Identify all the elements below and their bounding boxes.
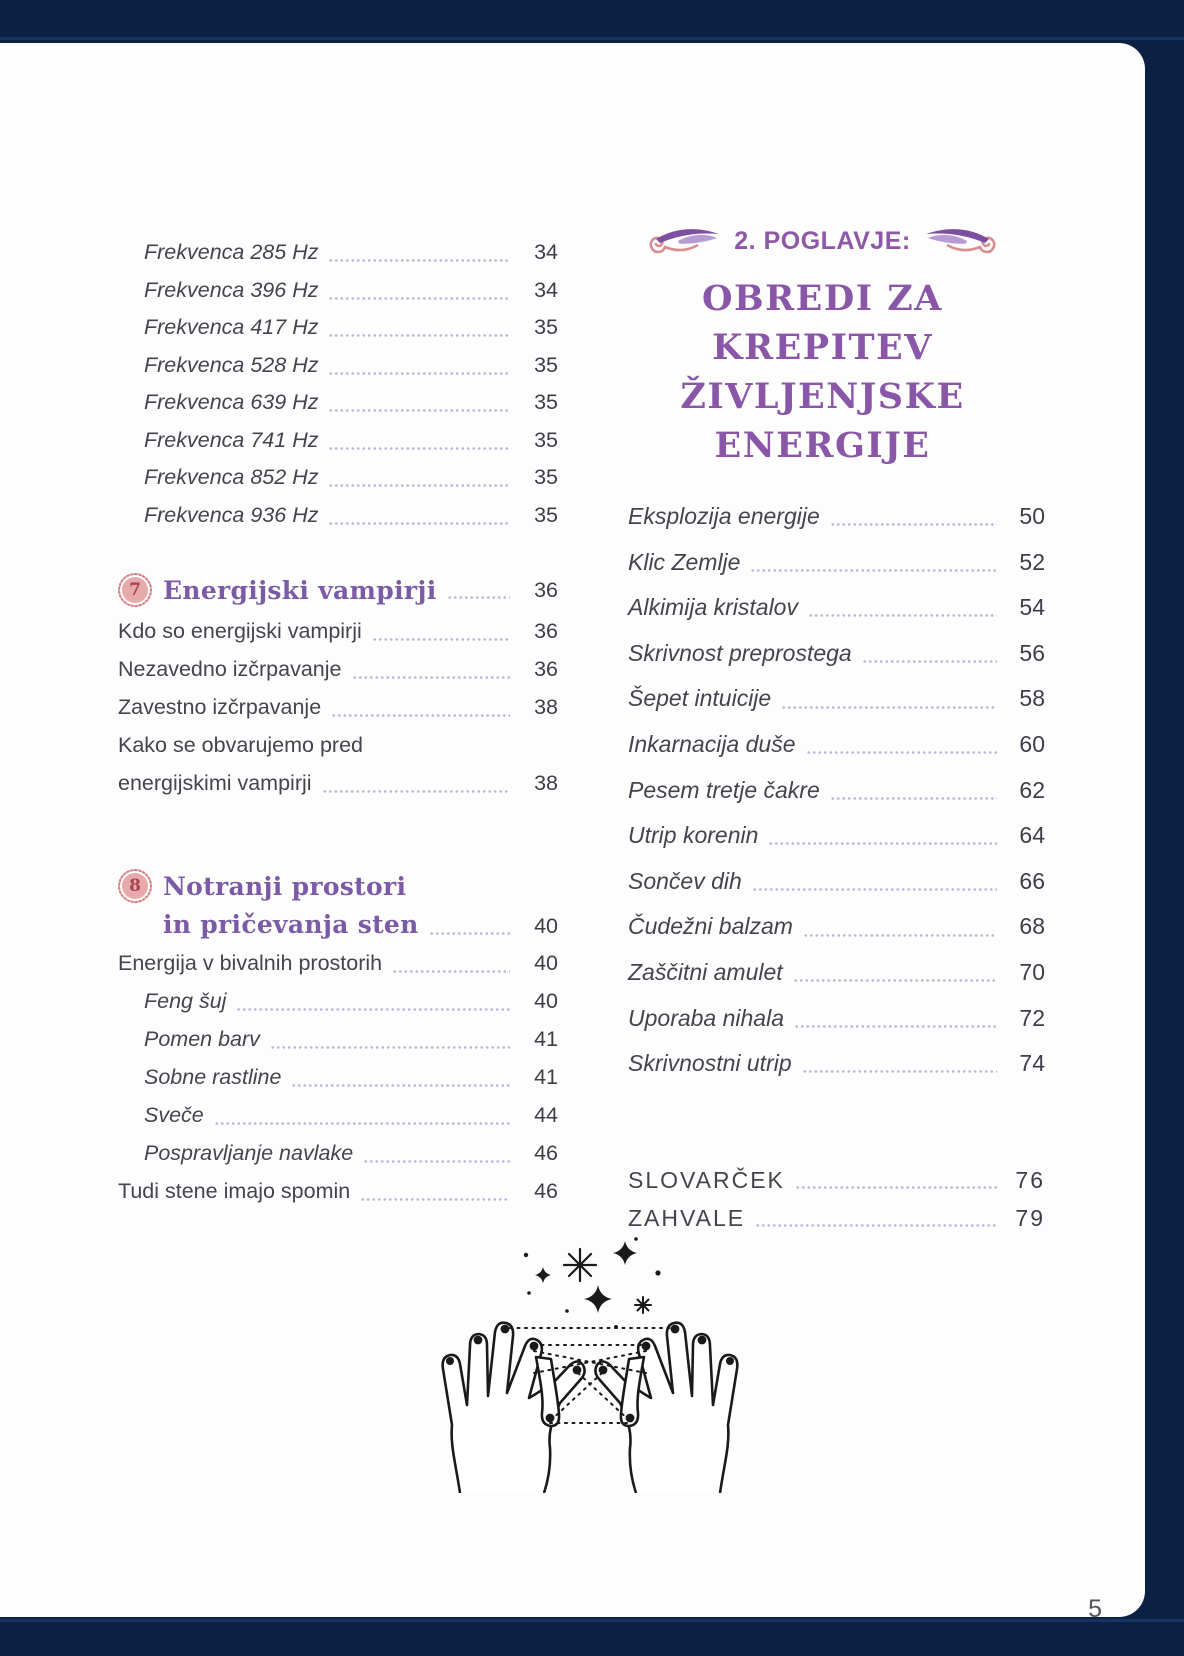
book-end-entries xyxy=(628,1161,1045,1237)
toc-entry xyxy=(118,612,558,650)
toc-entry-continued xyxy=(118,726,558,764)
entry-page-number: 41 xyxy=(534,1027,558,1051)
sparkle-shapes xyxy=(524,1237,661,1329)
toc-entry xyxy=(628,676,1045,722)
entry-label: Frekvenca 852 Hz xyxy=(144,465,319,489)
entry-label: Kdo so energijski vampirji xyxy=(118,619,362,643)
dotted-leader xyxy=(750,569,997,572)
entry-page-number: 68 xyxy=(1019,913,1045,940)
dotted-leader xyxy=(830,523,997,526)
toc-section-8 xyxy=(118,866,558,1210)
entry-page-number: 35 xyxy=(534,315,558,339)
dotted-leader xyxy=(806,751,998,754)
entry-page-number: 54 xyxy=(1019,594,1045,621)
entry-label: Pospravljanje navlake xyxy=(144,1141,354,1165)
toc-entry xyxy=(628,859,1045,905)
dotted-leader xyxy=(236,1008,510,1011)
toc-entry xyxy=(628,1041,1045,1087)
dotted-leader xyxy=(322,790,510,793)
entry-label: Utrip korenin xyxy=(628,822,759,849)
chapter-title-line: ENERGIJE xyxy=(714,425,931,466)
toc-entry xyxy=(118,944,558,982)
dotted-leader xyxy=(793,979,997,982)
dotted-leader xyxy=(328,522,510,525)
entry-page-number: 40 xyxy=(534,989,558,1013)
dotted-leader xyxy=(429,932,510,935)
section-8-title-line1: Notranji prostori xyxy=(163,871,407,901)
entry-page-number: 52 xyxy=(1019,548,1045,575)
dotted-leader xyxy=(328,409,510,412)
entry-label: Frekvenca 741 Hz xyxy=(144,427,319,452)
entry-label: Feng šuj xyxy=(144,989,227,1013)
dotted-leader xyxy=(328,372,510,375)
toc-entry xyxy=(118,422,558,460)
entry-label: Frekvenca 639 Hz xyxy=(144,390,319,414)
chapter-title-line: ŽIVLJENJSKE xyxy=(680,376,965,417)
toc-entry xyxy=(628,1199,1045,1237)
dotted-leader xyxy=(794,1025,997,1028)
entry-label: Pomen barv xyxy=(144,1027,260,1051)
section-8-entries xyxy=(118,944,558,1210)
chapter-header xyxy=(600,218,1045,264)
toc-entry xyxy=(628,950,1045,996)
chapter-2-entries xyxy=(628,494,1045,1087)
toc-entry xyxy=(118,688,558,726)
sparkles xyxy=(564,1249,651,1313)
section-7-badge-number: 7 xyxy=(129,580,141,600)
entry-label: Sobne rastline xyxy=(144,1065,282,1089)
page-number: 5 xyxy=(1088,1595,1102,1623)
entry-label: Sončev dih xyxy=(628,867,742,894)
entry-label: Skrivnost preprostega xyxy=(628,639,852,666)
entry-page-number: 46 xyxy=(534,1141,558,1165)
toc-left-column xyxy=(118,234,558,1210)
toc-entry xyxy=(118,1020,558,1058)
dotted-leader xyxy=(328,334,510,337)
dotted-leader xyxy=(808,614,997,617)
entry-page-number: 38 xyxy=(534,771,558,795)
chapter-label: 2. POGLAVJE: xyxy=(734,226,911,255)
toc-entry xyxy=(628,540,1045,586)
flourish-left-icon xyxy=(634,224,722,258)
entry-label: Frekvenca 285 Hz xyxy=(144,240,319,264)
entry-label: Inkarnacija duše xyxy=(628,730,796,757)
toc-entry xyxy=(118,982,558,1020)
dotted-leader xyxy=(291,1084,510,1087)
dotted-leader xyxy=(360,1198,510,1201)
entry-label: Kako se obvarujemo pred xyxy=(118,733,364,757)
entry-label: Skrivnostni utrip xyxy=(628,1050,792,1077)
toc-entry xyxy=(628,722,1045,768)
entry-page-number: 35 xyxy=(534,502,558,527)
toc-entry xyxy=(118,1096,558,1134)
entry-page-number: 34 xyxy=(534,240,558,264)
toc-entry xyxy=(118,272,558,310)
dotted-leader xyxy=(862,660,997,663)
entry-page-number: 58 xyxy=(1019,685,1045,712)
section-8-title-line2: in pričevanja sten xyxy=(163,910,419,939)
toc-entry xyxy=(118,347,558,385)
dotted-leader xyxy=(781,706,997,709)
entry-page-number: 40 xyxy=(534,951,558,975)
entry-label: Pesem tretje čakre xyxy=(628,776,820,803)
dotted-leader xyxy=(363,1160,510,1163)
entry-label: Frekvenca 936 Hz xyxy=(144,502,319,527)
entry-label: energijskimi vampirji xyxy=(118,771,312,795)
dotted-leader xyxy=(802,1070,997,1073)
entry-page-number: 74 xyxy=(1019,1050,1045,1077)
dotted-leader xyxy=(372,638,510,641)
entry-label: Uporaba nihala xyxy=(628,1004,785,1031)
section-8-page-number: 40 xyxy=(534,914,558,938)
dotted-leader xyxy=(328,259,510,262)
entry-page-number: 56 xyxy=(1019,639,1045,666)
dotted-leader xyxy=(755,1224,997,1227)
toc-entry xyxy=(118,1058,558,1096)
dotted-leader xyxy=(447,596,511,599)
dotted-leader xyxy=(331,714,510,717)
entry-page-number: 64 xyxy=(1019,822,1045,849)
dotted-leader xyxy=(803,934,997,937)
toc-entry xyxy=(118,309,558,347)
dotted-leader xyxy=(795,1186,997,1189)
entry-page-number: 34 xyxy=(534,277,558,302)
entry-page-number: 62 xyxy=(1019,776,1045,803)
entry-page-number: 79 xyxy=(1015,1204,1045,1231)
dotted-leader xyxy=(768,842,997,845)
dotted-leader xyxy=(352,676,511,679)
book-page xyxy=(0,43,1145,1623)
entry-label: ZAHVALE xyxy=(628,1204,746,1231)
toc-entry xyxy=(118,384,558,422)
toc-entry xyxy=(628,996,1045,1042)
dotted-leader xyxy=(214,1122,510,1125)
toc-entry xyxy=(118,234,558,272)
entry-label: Klic Zemlje xyxy=(628,548,741,575)
section-7-title: Energijski vampirji xyxy=(163,575,437,605)
section-8-badge xyxy=(118,869,152,903)
entry-page-number: 50 xyxy=(1019,503,1045,529)
dotted-leader xyxy=(328,447,510,450)
entry-page-number: 44 xyxy=(534,1103,558,1127)
bottom-frame-stripe xyxy=(0,1619,1184,1622)
toc-entry xyxy=(118,497,558,535)
entry-page-number: 35 xyxy=(534,427,558,452)
toc-entry xyxy=(118,1134,558,1172)
entry-label: SLOVARČEK xyxy=(628,1166,785,1193)
entry-page-number: 41 xyxy=(534,1065,558,1089)
frequency-toc-list xyxy=(118,234,558,534)
entry-label: Tudi stene imajo spomin xyxy=(118,1179,351,1203)
toc-entry xyxy=(628,904,1045,950)
entry-page-number: 35 xyxy=(534,390,558,414)
dotted-leader xyxy=(752,888,997,891)
entry-label: Zaščitni amulet xyxy=(628,958,783,985)
entry-page-number: 36 xyxy=(534,657,558,681)
toc-entry xyxy=(628,1161,1045,1199)
entry-label: Sveče xyxy=(144,1103,204,1127)
toc-entry xyxy=(628,813,1045,859)
entry-label: Čudežni balzam xyxy=(628,913,793,940)
toc-entry xyxy=(628,768,1045,814)
section-8-badge-number: 8 xyxy=(129,876,141,896)
entry-label: Frekvenca 528 Hz xyxy=(144,352,319,377)
entry-page-number: 70 xyxy=(1019,958,1045,985)
dotted-leader xyxy=(328,297,510,300)
dotted-leader xyxy=(392,970,510,973)
entry-label: Energija v bivalnih prostorih xyxy=(118,951,383,975)
toc-entry xyxy=(118,764,558,802)
entry-label: Alkimija kristalov xyxy=(628,594,798,621)
section-7-heading xyxy=(118,568,558,612)
entry-label: Frekvenca 396 Hz xyxy=(144,277,319,302)
section-8-heading-line2 xyxy=(118,906,558,944)
section-7-badge xyxy=(118,573,152,607)
dotted-leader xyxy=(830,797,997,800)
section-7-entries xyxy=(118,612,558,802)
chapter-title xyxy=(600,274,1045,470)
entry-label: Nezavedno izčrpavanje xyxy=(118,657,342,681)
entry-page-number: 76 xyxy=(1015,1166,1045,1193)
flourish-right-icon xyxy=(923,224,1011,258)
entry-page-number: 36 xyxy=(534,619,558,643)
toc-entry xyxy=(118,1172,558,1210)
entry-page-number: 66 xyxy=(1019,867,1045,894)
entry-page-number: 46 xyxy=(534,1179,558,1203)
entry-label: Šepet intuicije xyxy=(628,685,772,712)
entry-page-number: 72 xyxy=(1019,1004,1045,1031)
dotted-leader xyxy=(328,484,510,487)
entry-page-number: 35 xyxy=(534,465,558,489)
toc-section-7 xyxy=(118,568,558,802)
dotted-leader xyxy=(270,1046,510,1049)
toc-entry xyxy=(118,459,558,497)
entry-label: Eksplozija energije xyxy=(628,503,820,529)
section-7-page-number: 36 xyxy=(534,577,558,602)
entry-page-number: 35 xyxy=(534,352,558,377)
entry-label: Frekvenca 417 Hz xyxy=(144,315,319,339)
chapter-title-line: OBREDI ZA KREPITEV xyxy=(702,278,943,368)
top-frame-stripe xyxy=(0,37,1184,40)
entry-page-number: 38 xyxy=(534,695,558,719)
entry-page-number: 60 xyxy=(1019,730,1045,757)
toc-entry xyxy=(628,585,1045,631)
cats-cradle-illustration xyxy=(430,1233,750,1493)
toc-entry xyxy=(628,631,1045,677)
toc-right-column xyxy=(600,218,1045,1237)
entry-label: Zavestno izčrpavanje xyxy=(118,695,322,719)
section-8-heading xyxy=(118,866,558,906)
toc-entry xyxy=(118,650,558,688)
toc-entry xyxy=(628,494,1045,540)
